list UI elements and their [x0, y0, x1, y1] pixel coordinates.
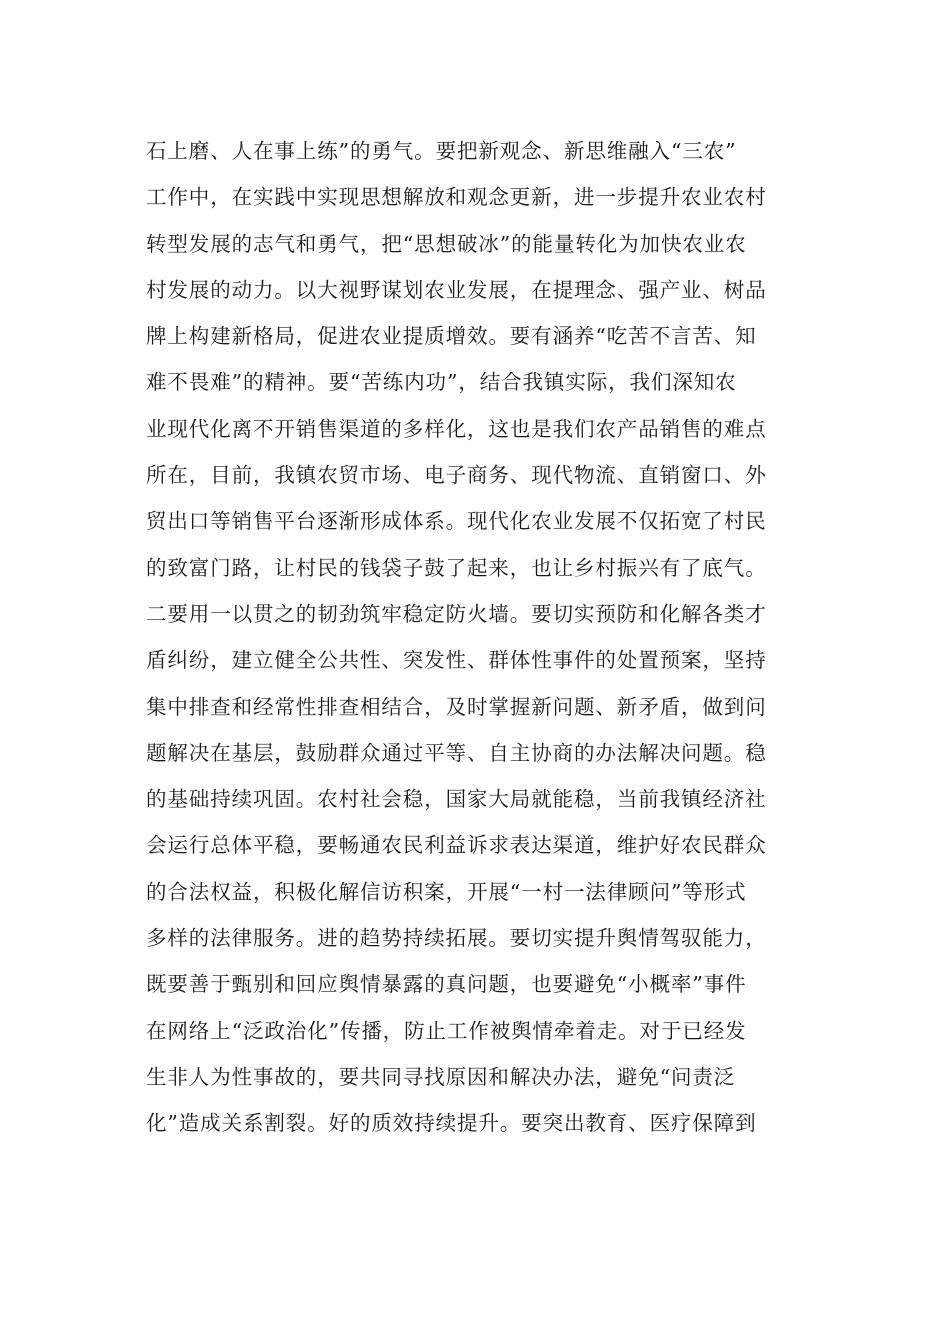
body-text: [146, 128, 816, 1147]
text-line: 工作中，在实践中实现思想解放和观念更新，进一步提升农业农村: [146, 185, 767, 210]
text-line: 在网络上“泛政治化”传播，防止工作被舆情牵着走。对于已经发: [146, 1018, 747, 1043]
text-line: 业现代化离不开销售渠道的多样化，这也是我们农产品销售的难点: [146, 416, 767, 441]
text-line: 贸出口等销售平台逐渐形成体系。现代化农业发展不仅拓宽了村民: [146, 509, 767, 534]
text-line: 的合法权益，积极化解信访积案，开展“一村一法律顾问”等形式: [146, 879, 747, 904]
text-line: 石上磨、人在事上练”的勇气。要把新观念、新思维融入“三农”: [146, 139, 737, 163]
text-line: 盾纠纷，建立健全公共性、突发性、群体性事件的处置预案，坚持: [146, 648, 767, 673]
text-line: 的基础持续巩固。农村社会稳，国家大局就能稳，当前我镇经济社: [146, 787, 767, 812]
text-line: 题解决在基层，鼓励群众通过平等、自主协商的办法解决问题。稳: [146, 740, 767, 765]
text-line: 牌上构建新格局，促进农业提质增效。要有涵养“吃苦不言苦、知: [146, 324, 757, 349]
text-line: 村发展的动力。以大视野谋划农业发展，在提理念、强产业、树品: [146, 277, 767, 302]
text-line: 二要用一以贯之的韧劲筑牢稳定防火墙。要切实预防和化解各类才: [146, 601, 767, 626]
text-line: 的致富门路，让村民的钱袋子鼓了起来，也让乡村振兴有了底气。: [146, 555, 767, 580]
text-line: 转型发展的志气和勇气，把“思想破冰”的能量转化为加快农业农: [146, 231, 747, 256]
text-line: 生非人为性事故的，要共同寻找原因和解决办法，避免“问责泛: [146, 1064, 736, 1089]
text-line: 所在，目前，我镇农贸市场、电子商务、现代物流、直销窗口、外: [146, 463, 767, 488]
text-line: 化”造成关系割裂。好的质效持续提升。要突出教育、医疗保障到: [146, 1111, 757, 1136]
text-line: 多样的法律服务。进的趋势持续拓展。要切实提升舆情驾驭能力，: [146, 926, 767, 951]
text-line: 既要善于甄别和回应舆情暴露的真问题，也要避免“小概率”事件: [146, 972, 747, 997]
text-line: 难不畏难”的精神。要“苦练内功”，结合我镇实际，我们深知农: [146, 370, 737, 395]
text-line: 会运行总体平稳，要畅通农民利益诉求表达渠道，维护好农民群众: [146, 833, 767, 858]
text-line: 集中排查和经常性排查相结合，及时掌握新问题、新矛盾，做到问: [146, 694, 767, 719]
